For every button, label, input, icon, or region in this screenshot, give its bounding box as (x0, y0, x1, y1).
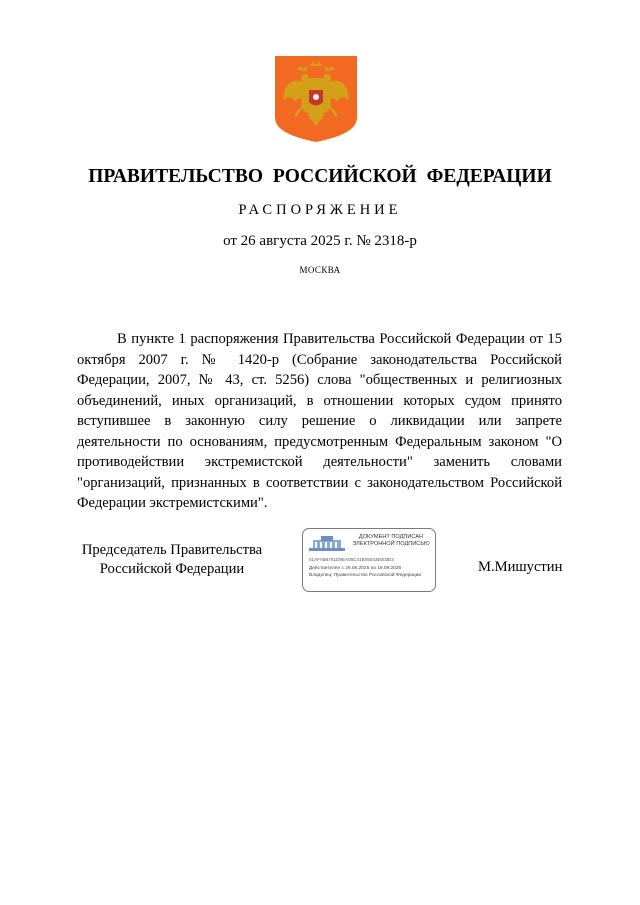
signer-position-line2: Российской Федерации (99, 561, 245, 577)
signer-position-line1: Председатель Правительства (81, 542, 263, 558)
stamp-title-line1: ДОКУМЕНТ ПОДПИСАН (358, 534, 424, 540)
stamp-serial: 51AFAB6761D9EA00C41E05043E003E3 (309, 557, 394, 562)
stamp-title-line2: ЭЛЕКТРОННОЙ ПОДПИСЬЮ (352, 541, 430, 547)
electronic-signature-stamp (302, 528, 436, 592)
document-date-number: от 26 августа 2025 г. № 2318-р (223, 233, 417, 249)
document-type: РАСПОРЯЖЕНИЕ (238, 202, 402, 218)
stamp-title (347, 534, 435, 548)
document-city: МОСКВА (299, 265, 341, 275)
signer-position (77, 541, 267, 579)
stamp-owner: Владелец: Правительство Российской Федерации (309, 573, 422, 578)
russian-coat-of-arms-emblem (275, 56, 357, 142)
signer-name: М.Мишустин (478, 559, 563, 575)
page-title: ПРАВИТЕЛЬСТВО РОССИЙСКОЙ ФЕДЕРАЦИИ (88, 166, 552, 187)
body-paragraph: В пункте 1 распоряжения Правительства Российской Федерации от 15 октября 2007 г. № 1420-р (Собрание законодательства Российской Федерации, 2007, № 43, ст. 5256) слова "общественных и религиозных объединений, иных организаций, в отношении которых судом принято вступившее в законную силу решение о ликвидации или запрете деятельности по основаниям, предусмотренным Федеральным законом "О противодействии экстремистской деятельности" заменить словами "организаций, признанных в соответствии с законодательством Российской Федерации экстремистскими". (77, 331, 562, 511)
stamp-validity: Действителен с 26.06.2025 по 19.09.2026 (309, 566, 402, 571)
government-building-icon (307, 534, 347, 552)
